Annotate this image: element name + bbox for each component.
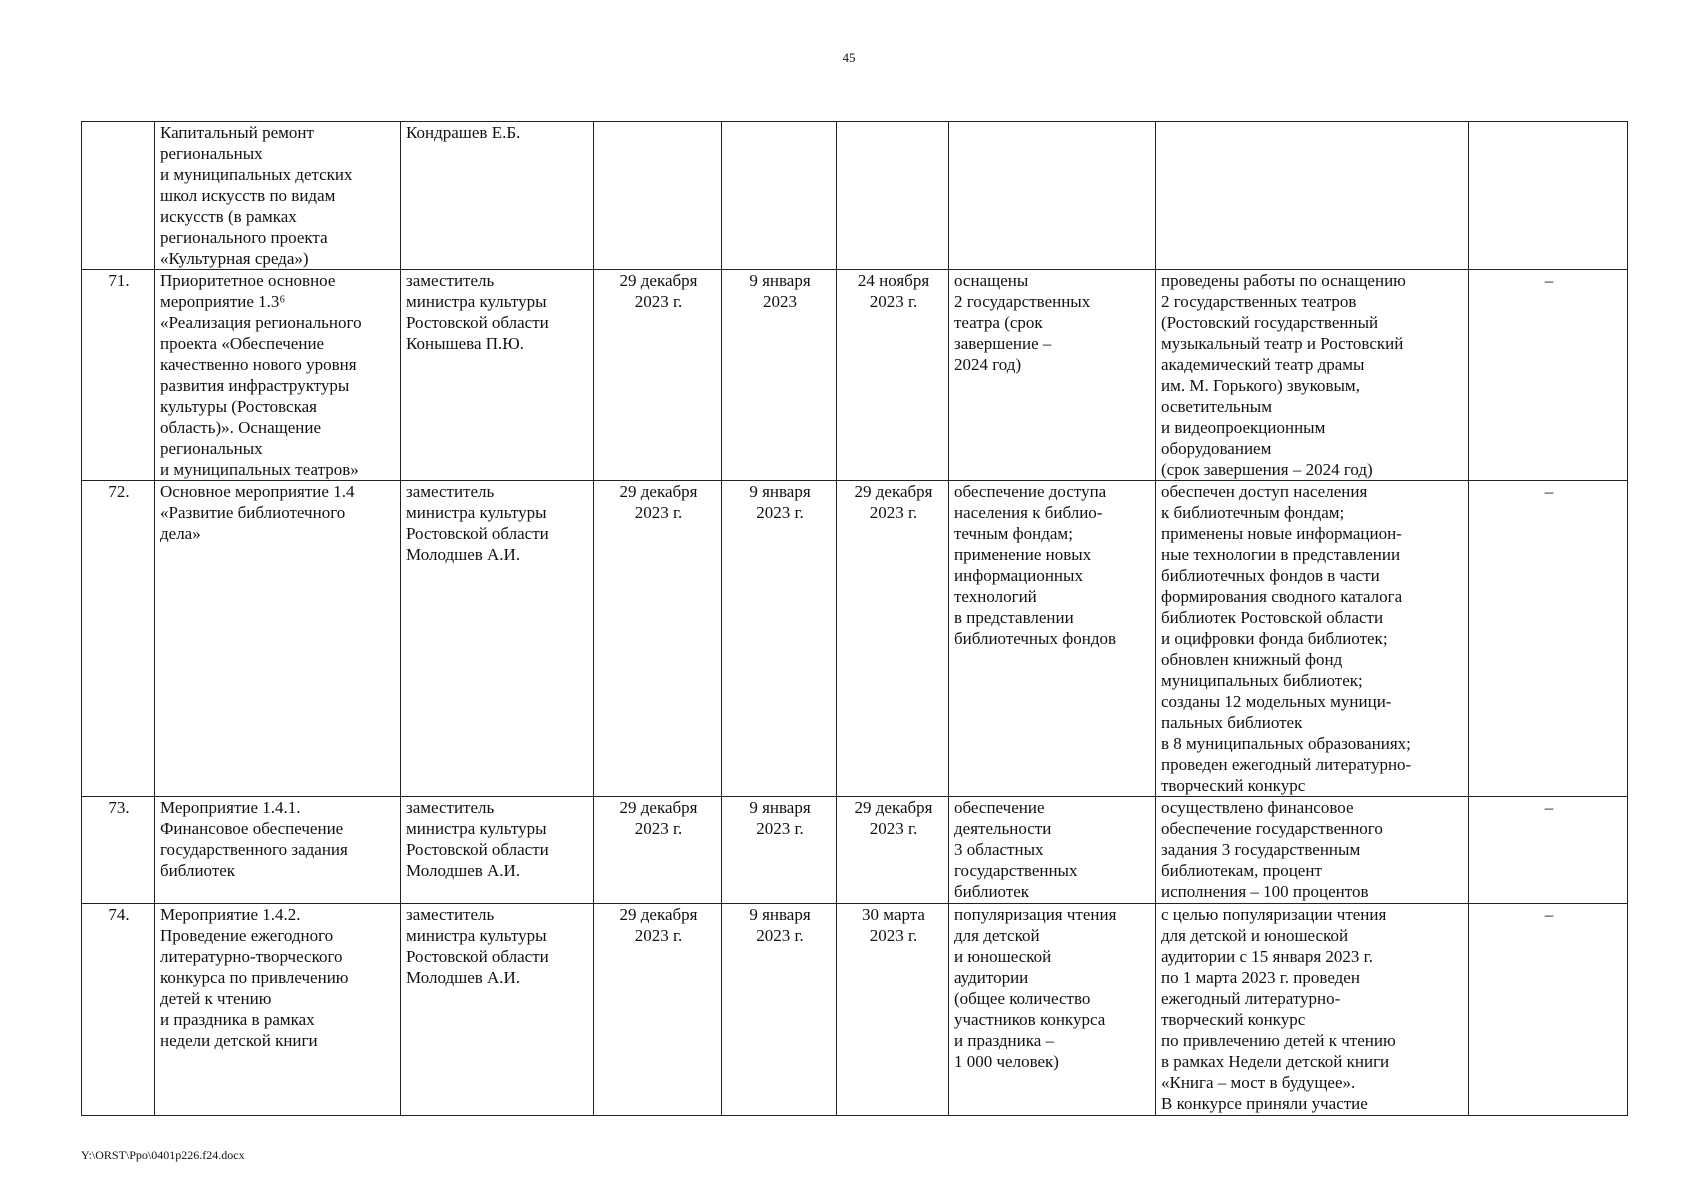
event-name-cell (155, 797, 401, 904)
responsible-person-cell (401, 270, 594, 481)
table-row (82, 270, 1628, 481)
event-name-cell (155, 904, 401, 1116)
note-cell (1469, 904, 1628, 1116)
row-number-cell (82, 797, 155, 904)
note-cell-text: – (1544, 798, 1554, 817)
planned-end-date-cell (594, 270, 722, 481)
actual-start-date-cell (722, 904, 837, 1116)
expected-result-cell (949, 481, 1156, 797)
table-row (82, 797, 1628, 904)
event-name-cell-text: Капитальный ремонт региональных и муниципальных детских школ искусств по видам искусств (в рамках регионального проекта «Культурная среда») (160, 123, 353, 268)
expected-result-cell (949, 122, 1156, 270)
actual-result-cell-text: проведены работы по оснащению 2 государственных театров (Ростовский государственный музыкальный театр и Ростовский академический театр драмы им. М. Горького) звуковым, осветительным и видеопроекционным оборудованием (срок завершения – 2024 год) (1161, 271, 1406, 479)
responsible-person-cell-text: Кондрашев Е.Б. (406, 123, 521, 142)
actual-result-cell (1156, 481, 1469, 797)
actual-end-date-cell-text: 24 ноября 2023 г. (857, 271, 930, 311)
row-number-cell-text: 72. (108, 482, 130, 501)
actual-start-date-cell (722, 122, 837, 270)
responsible-person-cell-text: заместитель министра культуры Ростовской области Конышева П.Ю. (406, 271, 549, 353)
planned-end-date-cell-text: 29 декабря 2023 г. (619, 271, 698, 311)
table-row (82, 481, 1628, 797)
actual-end-date-cell (837, 481, 949, 797)
note-cell-text: – (1544, 482, 1554, 501)
expected-result-cell-text: оснащены 2 государственных театра (срок завершение – 2024 год) (954, 271, 1091, 374)
event-name-cell-text: Основное мероприятие 1.4 «Развитие библиотечного дела» (160, 482, 355, 543)
actual-end-date-cell (837, 122, 949, 270)
file-path-footer: Y:\ORST\Ppo\0401p226.f24.docx (81, 1148, 245, 1162)
actual-result-cell (1156, 797, 1469, 904)
event-name-cell (155, 122, 401, 270)
expected-result-cell (949, 904, 1156, 1116)
actual-start-date-cell-text: 9 января 2023 г. (749, 482, 811, 522)
table-row (82, 904, 1628, 1116)
responsible-person-cell (401, 122, 594, 270)
actual-start-date-cell-text: 9 января 2023 г. (749, 798, 811, 838)
responsible-person-cell-text: заместитель министра культуры Ростовской области Молодшев А.И. (406, 798, 549, 880)
event-name-cell-text: Мероприятие 1.4.1. Финансовое обеспечение государственного задания библиотек (160, 798, 348, 880)
event-name-cell-text: Мероприятие 1.4.2. Проведение ежегодного литературно-творческого конкурса по привлечению детей к чтению и праздника в рамках недели детской книги (160, 905, 349, 1050)
event-name-cell (155, 270, 401, 481)
event-name-cell-text: Приоритетное основное мероприятие 1.3⁶ «Реализация регионального проекта «Обеспечение качественно нового уровня развития инфраструктуры культуры (Ростовская область)». Оснащение региональных и муниципальных театров» (160, 271, 362, 479)
row-number-cell (82, 904, 155, 1116)
planned-end-date-cell (594, 797, 722, 904)
planned-end-date-cell-text: 29 декабря 2023 г. (619, 798, 698, 838)
responsible-person-cell-text: заместитель министра культуры Ростовской области Молодшев А.И. (406, 482, 549, 564)
row-number-cell (82, 122, 155, 270)
actual-result-cell (1156, 904, 1469, 1116)
report-table (81, 121, 1628, 1116)
note-cell (1469, 481, 1628, 797)
note-cell (1469, 797, 1628, 904)
responsible-person-cell (401, 481, 594, 797)
actual-result-cell-text: обеспечен доступ населения к библиотечным фондам; применены новые информацион- ные технологии в представлении библиотечных фондов в части формирования сводного каталога библиотек Ростовской области и оцифровки фонда библиотек; обновлен книжный фонд муниципальных библиотек; созданы 12 модельных муници- пальных библиотек в 8 муниципальных образованиях; проведен ежегодный литературно- творческий конкурс (1161, 482, 1412, 795)
actual-start-date-cell (722, 270, 837, 481)
responsible-person-cell-text: заместитель министра культуры Ростовской области Молодшев А.И. (406, 905, 549, 987)
actual-end-date-cell (837, 797, 949, 904)
actual-result-cell (1156, 270, 1469, 481)
actual-result-cell-text: осуществлено финансовое обеспечение государственного задания 3 государственным библиотекам, процент исполнения – 100 процентов (1161, 798, 1383, 901)
responsible-person-cell (401, 904, 594, 1116)
event-name-cell (155, 481, 401, 797)
actual-end-date-cell (837, 904, 949, 1116)
actual-end-date-cell-text: 29 декабря 2023 г. (854, 798, 933, 838)
actual-start-date-cell-text: 9 января 2023 г. (749, 905, 811, 945)
actual-start-date-cell-text: 9 января 2023 (749, 271, 811, 311)
row-number-cell (82, 481, 155, 797)
planned-end-date-cell (594, 481, 722, 797)
actual-end-date-cell-text: 29 декабря 2023 г. (854, 482, 933, 522)
planned-end-date-cell (594, 904, 722, 1116)
planned-end-date-cell-text: 29 декабря 2023 г. (619, 482, 698, 522)
actual-result-cell (1156, 122, 1469, 270)
responsible-person-cell (401, 797, 594, 904)
page-number: 45 (842, 50, 856, 65)
row-number-cell-text: 73. (108, 798, 130, 817)
row-number-cell-text: 71. (108, 271, 130, 290)
actual-end-date-cell-text: 30 марта 2023 г. (862, 905, 925, 945)
actual-end-date-cell (837, 270, 949, 481)
note-cell (1469, 122, 1628, 270)
planned-end-date-cell (594, 122, 722, 270)
expected-result-cell-text: обеспечение деятельности 3 областных государственных библиотек (954, 798, 1078, 901)
actual-result-cell-text: с целью популяризации чтения для детской и юношеской аудитории с 15 января 2023 г. по 1 марта 2023 г. проведен ежегодный литературно- творческий конкурс по привлечению детей к чтению в рамках Недели детской книги «Книга – мост в будущее». В конкурсе приняли участие (1161, 905, 1396, 1113)
table-body (82, 122, 1628, 1116)
note-cell-text: – (1544, 905, 1554, 924)
row-number-cell (82, 270, 155, 481)
note-cell-text: – (1544, 271, 1554, 290)
expected-result-cell (949, 797, 1156, 904)
note-cell (1469, 270, 1628, 481)
row-number-cell-text: 74. (108, 905, 130, 924)
expected-result-cell-text: обеспечение доступа населения к библио- течным фондам; применение новых информационных технологий в представлении библиотечных фондов (954, 482, 1116, 648)
planned-end-date-cell-text: 29 декабря 2023 г. (619, 905, 698, 945)
expected-result-cell (949, 270, 1156, 481)
expected-result-cell-text: популяризация чтения для детской и юношеской аудитории (общее количество участников конкурса и праздника – 1 000 человек) (954, 905, 1117, 1071)
actual-start-date-cell (722, 481, 837, 797)
table-row (82, 122, 1628, 270)
actual-start-date-cell (722, 797, 837, 904)
